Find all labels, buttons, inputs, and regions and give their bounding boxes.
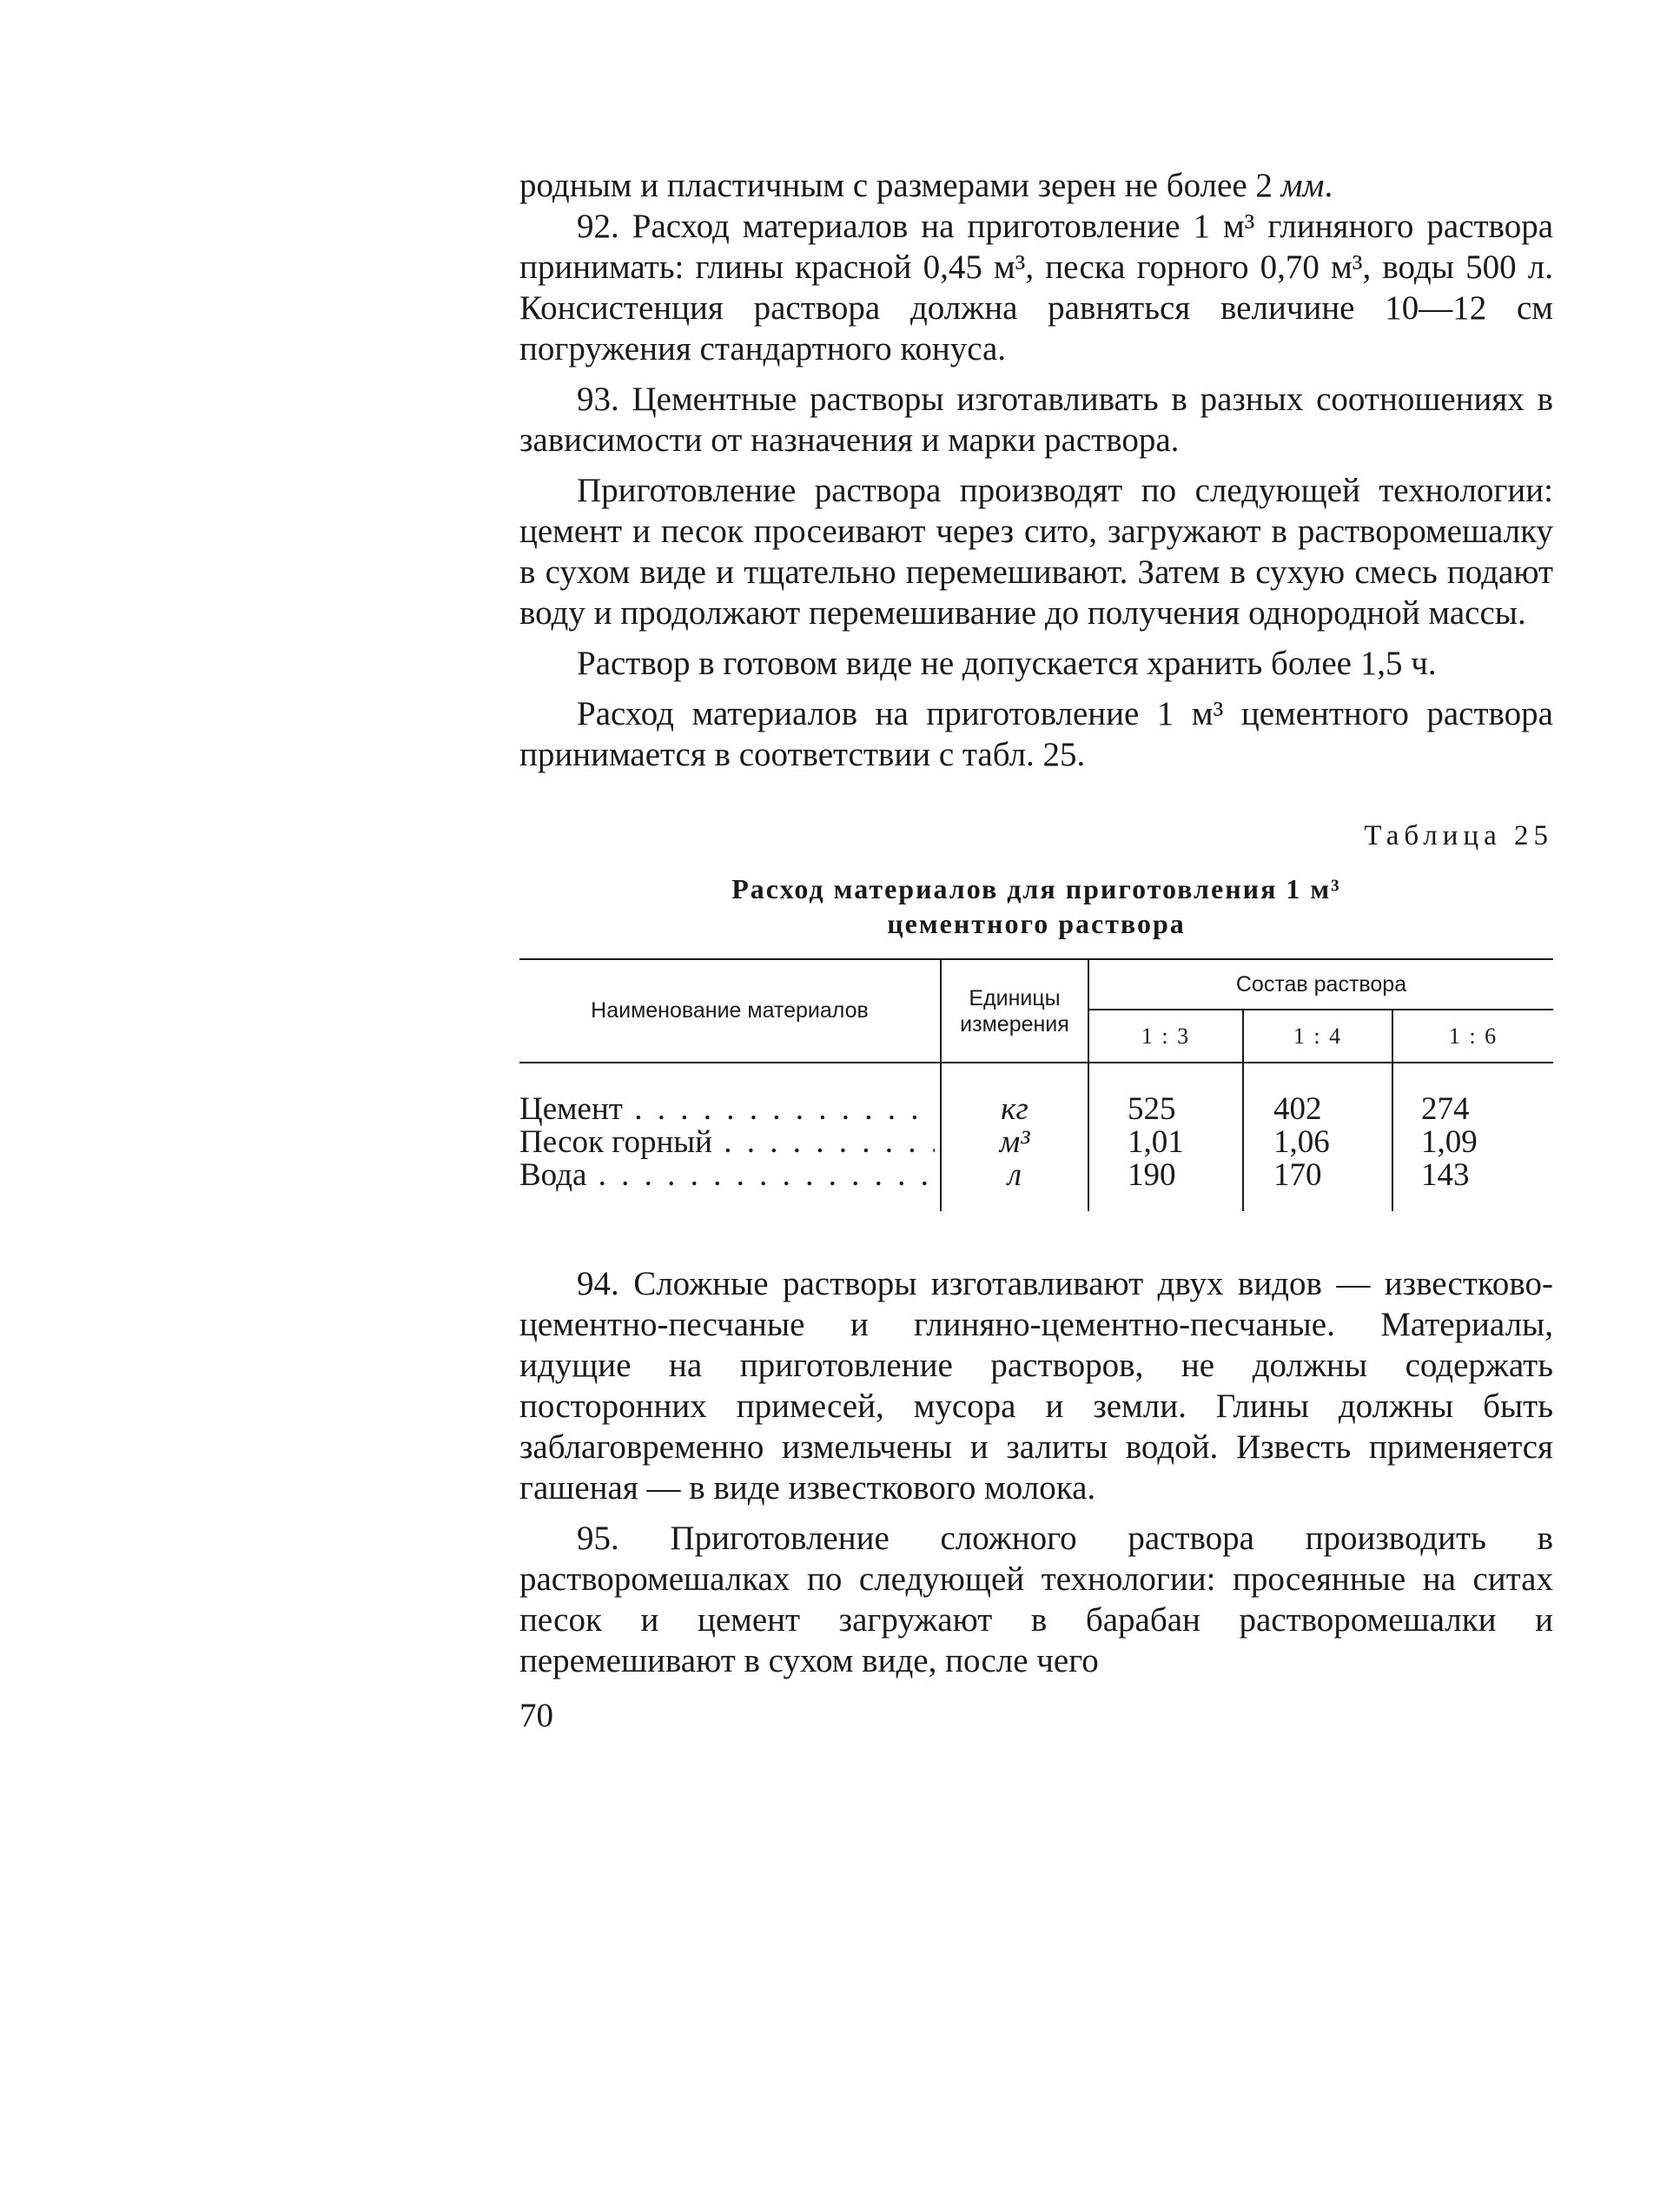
row-unit: л [1007,1157,1022,1193]
paragraph-technology: Приготовление раствора производят по следующей технологии: цемент и песок просеивают через сито, загружают в растворомешалку в сухом виде и тщательно перемешивают. Затем в сухую смесь подают воду и продолжают перемешивание до получения однородной массы. [519,472,1553,632]
header-ratio-1-4: 1 : 4 [1244,1010,1393,1062]
paragraph-94 [519,1263,1553,1508]
table-row-water [519,1159,1553,1192]
paragraph-text: Цементные растворы изготавливать в разных соотношениях в зависимости от назначения и марки раствора. [519,381,1553,459]
row-value-1-3: 190 [1128,1157,1176,1193]
row-value-1-6: 143 [1421,1157,1470,1193]
row-unit: м³ [999,1124,1030,1160]
table-row-cement [519,1093,1553,1126]
table-label: Таблица 25 [1364,820,1553,851]
paragraph-text: родным и пластичным с размерами зерен не более 2 [519,167,1281,204]
paragraph-92 [519,206,1553,369]
row-material-name: Цемент . . . [519,1093,935,1126]
table-body [519,1063,1553,1211]
row-value-1-3: 1,01 [1128,1124,1184,1160]
row-material-name: Песок горный . . . [519,1126,935,1159]
paragraph-tail: . [1324,167,1333,204]
paragraph-95 [519,1518,1553,1681]
row-value-1-4: 402 [1273,1091,1322,1127]
paragraph-table-reference: Расход материалов на приготовление 1 м³ цементного раствора принимается в соответствии с табл. 25. [519,695,1553,773]
header-ratio-1-3: 1 : 3 [1089,1010,1244,1062]
header-unit [942,960,1089,1062]
paragraph-text: Расход материалов на приготовление 1 м³ глиняного раствора принимать: глины красной 0,45 м³, песка горного 0,70 м³, воды 500 л. Консистенция раствора должна равняться величине 10—12 см погружения стандартного конуса. [519,208,1554,368]
paragraph-number: 92. [577,208,619,245]
row-value-1-3: 525 [1128,1091,1176,1127]
row-value-1-4: 170 [1273,1157,1322,1193]
paragraph-93 [519,379,1553,460]
header-unit-line1: Единицы [969,985,1061,1010]
paragraph-number: 94. [577,1265,619,1302]
page-number: 70 [519,1697,553,1734]
row-material-name: Вода . . . [519,1159,935,1192]
table-header [519,960,1553,1062]
table-title-line1: Расход материалов для приготовления 1 м³ [731,873,1341,904]
row-value-1-4: 1,06 [1273,1124,1330,1160]
paragraph-continuation [519,165,1553,206]
paragraph-number: 93. [577,381,619,418]
table-title-line2: цементного раствора [887,908,1186,939]
paragraph-text: Сложные растворы изготавливают двух видов — известково-цементно-песчаные и глиняно-цементно-песчаные. Материалы, идущие на приготовление растворов, не должны содержать посторонних примесей, мусора и земли. Глины должны быть заблаговременно измельчены и залиты водой. Известь применяется гашеная — в виде известкового молока. [519,1265,1554,1507]
paragraph-storage: Раствор в готовом виде не допускается хранить более 1,5 ч. [577,645,1437,682]
header-ratio-1-6: 1 : 6 [1448,1023,1498,1049]
paragraph-text: Приготовление сложного раствора производить в растворомешалках по следующей технологии: просеянные на ситах песок и цемент загружают в барабан растворомешалки и перемешивают в сухом виде, после чего [519,1520,1554,1679]
paragraph-number: 95. [577,1520,619,1557]
table-row-sand [519,1126,1553,1159]
row-value-1-6: 274 [1421,1091,1470,1127]
table-title [519,871,1553,941]
document-page [519,165,1553,1736]
row-value-1-6: 1,09 [1421,1124,1478,1160]
header-composition-group: Состав раствора [1089,960,1553,1010]
header-material-name: Наименование материалов [519,960,942,1062]
row-unit: кг [1001,1091,1029,1127]
header-unit-line2: измерения [960,1011,1069,1037]
unit-text: мм [1280,167,1325,204]
